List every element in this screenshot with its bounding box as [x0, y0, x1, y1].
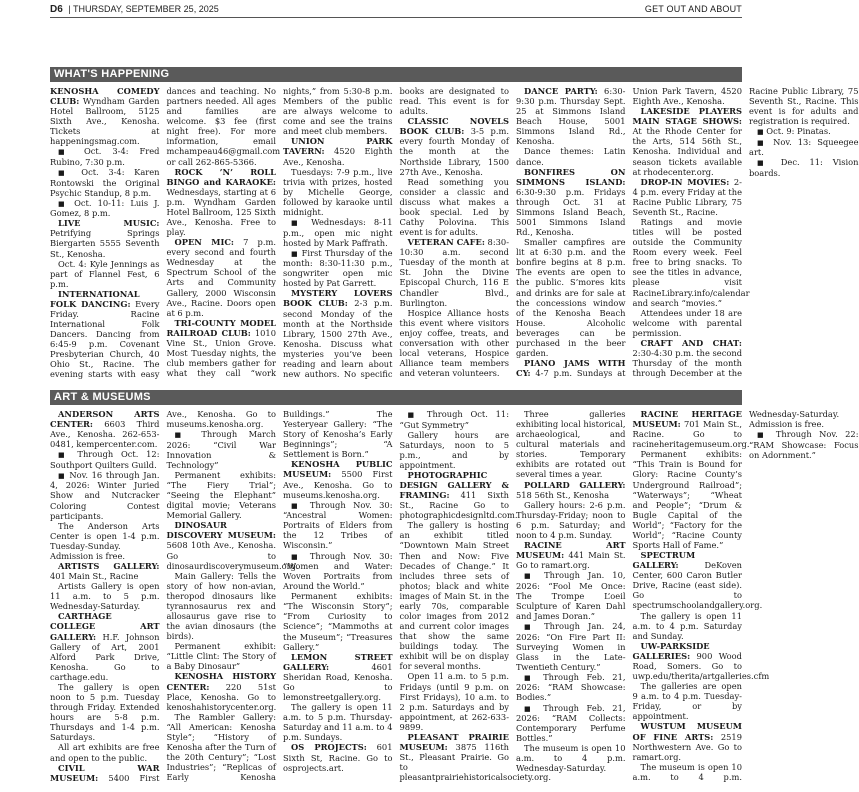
listing-paragraph — [516, 500, 626, 540]
listing-paragraph — [50, 218, 160, 258]
listing-text: Every Friday. Racine International Folk Dancers. Dancing from 6:45-9 p.m. Covenant Presbyterian Church, 40 Ohio St., Racine. The evening starts with easy dances and teaching. No partners needed. All ages and families are welcome. $3 fee (first night free). For more information, email mchampeau46@gmail.com or call 262-865-5366. — [50, 86, 281, 380]
listing-heading: OS PROJECTS: — [291, 742, 367, 753]
listing-heading: ANDERSON ARTS CENTER: — [50, 409, 160, 430]
listing-heading: PLEASANT PRAIRIE MUSEUM: — [399, 731, 509, 752]
bullet-icon: ■ — [524, 704, 536, 713]
listing-paragraph — [516, 167, 626, 238]
listing-text: The gallery is open 11 a.m. to 4 p.m. Saturday and Sunday. — [632, 610, 742, 641]
listing-text: Through Jan. 10, 2026: “Fool Me Once: The Trompe L’oeil Sculpture of Karen Dahl and James Doran.” — [516, 570, 626, 621]
listing-paragraph — [50, 682, 160, 742]
listing-text: Open 11 a.m. to 5 p.m. Fridays (until 9 p.m. on First Fridays), 10 a.m. to 2 p.m. Saturdays and by appointment, at 262-633-9899. — [399, 671, 509, 732]
listing-heading: KENOSHA PUBLIC MUSEUM: — [283, 459, 393, 480]
listing-text: Main Gallery: Tells the story of how non-avian, theropod dinosaurs like tyrannosaurus rex and allosaurus gave rise to the avian dinosaurs (the birds). — [166, 570, 276, 642]
listing-paragraph — [283, 702, 393, 742]
listing-paragraph — [400, 520, 510, 671]
listing-paragraph — [399, 731, 551, 783]
listing-paragraph — [167, 237, 277, 318]
listing-paragraph — [400, 177, 510, 237]
header-rule — [50, 17, 742, 18]
listing-text: 701 Main St., Racine. Go to racineheritagemuseum.org. — [632, 419, 750, 450]
bullet-icon: ■ — [524, 673, 536, 682]
listing-text: 8:30-10:30 a.m. second Tuesday of the month at St. John the Divine Episcopal Church, 116 E Chandler Blvd., Burlington. — [399, 237, 509, 308]
listing-text: The museum is open 10 a.m. to 4 p.m. Wednesday-Saturday. Admission is free. — [632, 409, 840, 782]
listing-heading: UNION PARK TAVERN: — [283, 136, 393, 157]
art-museums-heading: ART & MUSEUMS — [50, 390, 742, 405]
listing-heading: CIVIL WAR MUSEUM: — [50, 762, 160, 783]
listing-heading: DANCE PARTY: — [524, 86, 598, 96]
bullet-icon: ■ — [757, 159, 771, 168]
listing-paragraph — [399, 469, 518, 521]
listing-text: 6:30-9:30 p.m. Fridays through Oct. 31 at Simmons Island Beach, 5001 Simmons Island Rd., Kenosha. — [516, 186, 626, 238]
listing-text: At the Rhode Center for the Arts, 514 56th St., Kenosha. Individual and season tickets available at rhodecenter.org. — [632, 126, 742, 177]
listing-paragraph — [516, 409, 626, 480]
listing-text: Oct. 3-4: Karen Rontowski the Original Psychic Standup, 8 p.m. — [50, 167, 160, 198]
listing-paragraph — [50, 167, 160, 198]
listing-paragraph — [283, 136, 393, 166]
listing-text: Smaller campfires are lit at 6:30 p.m. and the bonfire begins at 8 p.m. The events are open to the public. S’mores kits and drinks are for sale at the concessions window of the Kenosha Beach House. Alcoholic beverages can be purchased in the beer garden. — [516, 237, 626, 359]
listing-text: Three galleries exhibiting local historical, archaeological, and cultural materials and stories. Temporary exhibits are rotated out several times a year. — [516, 409, 626, 480]
listing-text: Through Jan. 24, 2026: “On Fire Part II: Surveying Women in Glass in the Late-Twentieth Century.” — [516, 621, 626, 672]
listing-heading: SPECTRUM GALLERY: — [632, 550, 696, 571]
listing-paragraph — [50, 470, 160, 521]
listing-text: Read something you consider a classic and discuss what makes a book special. Led by Cathy Polovina. This event is for adults. — [399, 176, 509, 238]
listing-paragraph — [400, 671, 510, 731]
page-date: | THURSDAY, SEPTEMBER 25, 2025 — [68, 4, 219, 14]
listing-text: 5400 First Ave., Kenosha. Go to museums.kenosha.org. — [98, 409, 276, 783]
bullet-icon: ■ — [407, 411, 420, 419]
listing-text: The Rambler Gallery: “All American: Kenosha Style”; “History of Kenosha after the Turn of the 20th Century”; “Lost Industries”; “Replicas of Early Kenosha Buildings.” The Yesteryear Gallery: “The Story of Kenosha’s Early Beginnings”; “A Settlement is Born.” — [166, 409, 393, 783]
listing-text: 2:30-4:30 p.m. the second Thursday of the month through December at the Racine Public Library, 75 Seventh St., Racine. This event is for adults and registration is required. — [632, 86, 859, 379]
bullet-icon: ■ — [291, 552, 303, 561]
listing-paragraph — [633, 106, 743, 177]
listing-text: Permanent exhibits: “The Wisconsin Story”; “From Curiosity to Science”; “Mammoths at the Museum”; “Treasures Gallery.” — [283, 591, 393, 652]
listing-text: Nov. 13: Squeegee art. — [749, 136, 859, 158]
bullet-icon: ■ — [174, 431, 190, 440]
listing-text: H.F. Johnson Gallery of Art, 2001 Alford Park Drive, Kenosha. Go to carthage.edu. — [50, 631, 160, 682]
listing-text: 220 51st Place, Kenosha. Go to kenoshahistorycenter.org. — [166, 681, 277, 712]
page-folio — [50, 4, 219, 15]
listing-heading: DINOSAUR DISCOVERY MUSEUM: — [166, 520, 276, 541]
listing-text: 7 p.m. every second and fourth Wednesday at the Spectrum School of the Arts and Community Gallery, 2000 Wisconsin Ave., Racine. Doors open at 6 p.m. — [166, 237, 276, 318]
listing-heading: RACINE ART MUSEUM: — [516, 540, 626, 561]
bullet-icon: ■ — [58, 199, 69, 208]
listing-text: Through Feb. 21, 2026: “RAM Collects: Contemporary Perfume Bottles.” — [516, 702, 626, 744]
listing-text: The gallery is open 11 a.m. to 5 p.m. Thursday-Saturday and 11 a.m. to 4 p.m. Sundays. — [283, 702, 393, 743]
listing-text: Oct. 9: Pinatas. — [763, 126, 831, 137]
listing-paragraph — [632, 217, 750, 308]
listing-text: 4-7 p.m. Sundays at Union Park Tavern, 4520 Eighth Ave., Kenosha. — [530, 86, 742, 379]
listing-heading: ROCK ’N’ ROLL BINGO and KARAOKE: — [166, 166, 276, 187]
bullet-icon: ■ — [58, 148, 73, 157]
listing-paragraph — [400, 409, 510, 430]
listing-heading: INTERNATIONAL FOLK DANCING: — [50, 288, 140, 309]
listing-paragraph — [283, 167, 393, 217]
listing-text: 441 Main St. Go to ramart.org. — [516, 550, 626, 571]
listing-text: Wyndham Garden Hotel Ballroom, 5125 Sixth Ave., Kenosha. Tickets at happeningsmag.com. — [50, 96, 160, 147]
listing-paragraph — [516, 621, 626, 672]
listing-heading: TRI-COUNTY MODEL RAILROAD CLUB: — [166, 317, 276, 338]
listing-paragraph — [516, 743, 626, 773]
listing-paragraph — [283, 500, 393, 551]
page-number: D6 — [50, 4, 63, 15]
listing-heading: PIANO JAMS WITH CY: — [516, 358, 626, 379]
bullet-icon: ■ — [291, 501, 303, 510]
listing-heading: CARTHAGE COLLEGE ART GALLERY: — [50, 611, 160, 642]
listing-paragraph — [50, 742, 160, 762]
listing-heading: VETERAN CAFE: — [407, 237, 485, 248]
listing-text: 401 Main St., Racine — [50, 571, 139, 582]
listing-text: 2-4 p.m. every Friday at the Racine Public Library, 75 Seventh St., Racine. — [632, 176, 742, 217]
listing-paragraph — [50, 146, 160, 167]
listing-paragraph — [633, 681, 743, 721]
listing-text: Oct. 4: Kyle Jennings as part of Flannel Fest, 6 p.m. — [50, 258, 160, 289]
listing-paragraph — [283, 742, 393, 772]
listing-paragraph — [516, 86, 626, 146]
whats-happening-columns — [50, 86, 859, 383]
listing-text: Gallery hours: 2-6 p.m. Thursday-Friday; noon to 6 p.m. Saturday; and noon to 4 p.m. Sunday. — [516, 499, 626, 540]
listing-paragraph — [50, 611, 160, 682]
listing-text: The museum is open 10 a.m. to 4 p.m. Wednesday-Saturday. — [516, 743, 626, 774]
listing-heading: OPEN MIC: — [174, 237, 234, 248]
listing-text: The galleries are open 9 a.m. to 4 p.m. Tuesday-Friday, or by appointment. — [632, 681, 742, 722]
listing-paragraph — [633, 449, 743, 550]
page-header — [0, 0, 792, 22]
listing-paragraph — [633, 611, 743, 641]
listing-heading: KENOSHA COMEDY CLUB: — [50, 86, 160, 107]
listing-paragraph — [749, 157, 859, 178]
listing-heading: CRAFT AND CHAT: — [640, 337, 742, 348]
listing-text: 5500 First Ave., Kenosha. Go to museums.kenosha.org. — [283, 469, 393, 500]
listing-heading: MYSTERY LOVERS BOOK CLUB: — [283, 288, 393, 309]
listing-paragraph — [632, 550, 763, 611]
listing-paragraph — [749, 126, 859, 137]
listing-paragraph — [516, 672, 626, 703]
listing-text: Through Oct. 11: “Gut Symmetry” — [399, 409, 509, 430]
listing-paragraph — [283, 652, 393, 702]
listing-text: Ratings and movie titles will be posted outside the Community Room every week. Feel free to bring snacks. To see the titles in advance, please visit RacineLibrary.info/calendar and search “movies.” — [632, 217, 750, 308]
listing-text: 5608 10th Ave., Kenosha. Go to dinosaurdiscoverymuseum.org. — [166, 540, 299, 571]
listing-text: 518 56th St., Kenosha — [516, 489, 610, 500]
listing-paragraph — [50, 86, 160, 146]
bullet-icon: ■ — [291, 219, 304, 228]
listing-text: 6:30-9:30 p.m. Thursday Sept. 25 at Simmons Island Beach House, 5001 Simmons Island Rd., Kenosha. — [516, 86, 626, 147]
listing-heading: POLLARD GALLERY: — [524, 479, 626, 490]
listing-paragraph — [50, 521, 160, 561]
listing-paragraph — [50, 259, 160, 289]
listing-text: Wednesdays, starting at 6 p.m. Wyndham Garden Hotel Ballroom, 125 Sixth Ave., Kenosha. Free to play. — [166, 186, 276, 238]
listing-heading: WUSTUM MUSEUM OF FINE ARTS: — [632, 721, 742, 742]
listing-paragraph — [167, 571, 277, 642]
listing-paragraph — [167, 429, 277, 470]
listing-text: 2519 Northwestern Ave. Go to ramart.org. — [632, 731, 742, 762]
listing-text: Oct. 10-11: Luis J. Gomez, 8 p.m. — [50, 197, 160, 219]
listing-paragraph — [632, 640, 770, 682]
listing-paragraph — [749, 429, 859, 460]
listing-text: 900 Wood Road, Somers. Go to uwp.edu/therita/artgalleries.cfm — [632, 650, 770, 682]
listing-text: The gallery is hosting an exhibit titled “Downtown Main Street Then and Now: Five Decades of Change.” It includes three sets of photos; black and white images of Main St. in the early 70s, comparable color images from 2012 and current color images that show the same buildings today. The exhibit will be on display for several months. — [399, 520, 509, 672]
listing-text: 3-5 p.m. every fourth Monday of the month at the Northside Library, 1500 27th Ave., Kenosha. — [399, 126, 509, 177]
listing-text: 6603 Third Ave., Kenosha. 262-653-0481, kempercenter.com. — [50, 419, 160, 450]
listing-text: 3875 116th St., Pleasant Prairie. Go to pleasantprairiehistoricalsociety.org. — [399, 742, 551, 783]
listing-paragraph — [516, 703, 626, 744]
bullet-icon: ■ — [58, 471, 66, 480]
listing-text: 4601 Sheridan Road, Kenosha. Go to lemonstreetgallery.org. — [283, 661, 393, 703]
listing-text: First Thursday of the month: 8:30-11:30 p.m., songwriter open mic hosted by Pat Garrett. — [283, 247, 393, 289]
listing-text: 2-3 p.m. second Monday of the month at the Northside Library, 1500 27th Ave., Kenosha. Discuss what mysteries you’ve been reading and learn about new authors. No specific books are designated to read. This event is for adults. — [283, 86, 509, 380]
listing-text: Hospice Alliance hosts this event where visitors enjoy coffee, treats, and conversation with other local veterans, Hospice Alliance team members and veteran volunteers. — [399, 307, 509, 379]
listing-paragraph — [167, 167, 277, 238]
listing-paragraph — [633, 308, 743, 338]
listing-text: Oct. 3-4: Fred Rubino, 7:30 p.m. — [50, 146, 160, 167]
listing-paragraph — [632, 409, 750, 450]
listing-heading: LEMON STREET GALLERY: — [283, 651, 393, 672]
bullet-icon: ■ — [524, 623, 537, 632]
listing-paragraph — [167, 671, 277, 711]
listing-paragraph — [400, 116, 510, 176]
bullet-icon: ■ — [757, 431, 769, 440]
listing-text: Nov. 16 through Jan. 4, 2026: Winter Juried Show and Nutcracker Coloring Contest participants. — [50, 469, 160, 521]
listing-paragraph — [283, 217, 393, 248]
listing-heading: RACINE HERITAGE MUSEUM: — [632, 409, 742, 430]
listing-text: 4520 Eighth Ave., Kenosha. — [283, 146, 393, 167]
listing-text: Tuesdays: 7-9 p.m., live trivia with prizes, hosted by Michelle George, followed by karaoke until midnight. — [283, 166, 393, 217]
listing-paragraph — [50, 581, 160, 611]
listing-text: 601 Sixth St, Racine. Go to osprojects.art. — [283, 742, 393, 773]
listing-paragraph — [283, 591, 393, 651]
art-museums-columns — [50, 409, 859, 787]
bullet-icon: ■ — [58, 451, 70, 460]
listing-paragraph — [167, 641, 277, 671]
listing-paragraph — [516, 540, 626, 570]
listing-text: The gallery is open noon to 5 p.m. Tuesday through Friday. Extended hours are 5-8 p.m. Thursdays and 1-4 p.m. Saturdays. — [50, 681, 160, 743]
listing-heading: PHOTOGRAPHIC DESIGN GALLERY & FRAMING: — [399, 469, 509, 501]
listing-text: Dance themes: Latin dance. — [516, 146, 626, 167]
listing-paragraph — [50, 409, 160, 449]
listing-paragraph — [166, 520, 299, 571]
listing-heading: CLASSIC NOVELS BOOK CLUB: — [399, 116, 509, 137]
listing-heading: LIVE MUSIC: — [58, 218, 160, 229]
listing-heading: ARTISTS GALLERY: — [58, 561, 160, 572]
listing-text: Permanent exhibit: “Little Clint: The Story of a Baby Dinosaur” — [166, 641, 276, 672]
listing-paragraph — [400, 308, 510, 379]
listing-text: Through Oct. 12: Southport Quilters Guild. — [50, 449, 160, 470]
listing-heading: DROP-IN MOVIES: — [640, 176, 730, 187]
listing-text: Through Nov. 30: “Women and Water: Woven Portraits from Around the World.” — [283, 550, 393, 592]
bullet-icon: ■ — [291, 249, 299, 258]
listing-text: Gallery hours are Saturdays, noon to 5 p.m., and by appointment. — [399, 429, 509, 470]
listing-text: Through Nov. 22: “RAM Showcase: Focus on Adornment.” — [749, 429, 859, 460]
listing-text: 1010 Vine St., Union Grove. Most Tuesday nights, the club members gather for what they call “work nights,” from 5:30-8 p.m. Members of the public are always welcome to come and see the trains and meet club members. — [166, 86, 393, 379]
listing-text: Wednesdays: 8-11 p.m., open mic night hosted by Mark Paffrath. — [283, 217, 393, 248]
bullet-icon: ■ — [58, 169, 72, 178]
bullet-icon: ■ — [524, 572, 537, 581]
bullet-icon: ■ — [757, 128, 764, 137]
listing-text: Through March 2026: “Civil War Innovation & Technology” — [166, 429, 276, 470]
bullet-icon: ■ — [757, 138, 768, 147]
listing-paragraph — [283, 551, 393, 592]
listing-heading: KENOSHA HISTORY CENTER: — [166, 671, 276, 692]
whats-happening-heading: WHAT'S HAPPENING — [50, 67, 742, 82]
listing-text: Artists Gallery is open 11 a.m. to 5 p.m. Wednesday-Saturday. — [50, 581, 160, 612]
listing-paragraph — [516, 480, 626, 500]
listing-text: All art exhibits are free and open to the public. — [50, 742, 160, 763]
listing-paragraph — [283, 459, 393, 499]
listing-paragraph — [516, 237, 626, 358]
listing-text: DeKoven Center, 600 Caron Butler Drive, Racine (east side). Go to spectrumschoolandgallery.org. — [632, 560, 763, 611]
listing-paragraph — [516, 570, 626, 621]
listing-paragraph — [400, 237, 510, 308]
listing-paragraph — [400, 430, 510, 470]
listing-text: Petrifying Springs Biergarten 5555 Seventh St., Kenosha. — [50, 228, 160, 259]
listing-paragraph — [516, 146, 626, 166]
listing-paragraph — [167, 470, 277, 520]
listing-text: The Anderson Arts Center is open 1-4 p.m. Tuesday-Sunday. Admission is free. — [50, 520, 160, 561]
listing-text: Through Feb. 21, 2026: “RAM Showcase: Bodies.” — [516, 671, 626, 703]
listing-heading: LAKESIDE PLAYERS MAIN STAGE SHOWS: — [632, 106, 742, 127]
listing-paragraph — [633, 177, 743, 217]
listing-text: Attendees under 18 are welcome with parental permission. — [632, 307, 742, 338]
listing-text: Through Nov. 30: “Ancestral Women: Portraits of Elders from the 12 Tribes of Wisconsin.” — [283, 499, 393, 551]
listing-paragraph — [50, 198, 160, 219]
listing-paragraph — [633, 721, 743, 761]
section-name: GET OUT AND ABOUT — [644, 4, 742, 14]
listing-text: 411 Sixth St., Racine Go to photographicdesignltd.com. — [399, 490, 518, 521]
listing-heading: BONFIRES ON SIMMONS ISLAND: — [516, 166, 626, 187]
listing-heading: UW-PARKSIDE GALLERIES: — [632, 640, 710, 661]
listing-paragraph — [749, 137, 859, 158]
listing-paragraph — [50, 561, 160, 581]
listing-paragraph — [283, 248, 393, 289]
listing-text: Dec. 11: Vision boards. — [749, 157, 859, 178]
listing-text: Permanent exhibits: “The Fiery Trial”; “Seeing the Elephant” digital movie; Veterans Memorial Gallery. — [166, 469, 276, 521]
listing-paragraph — [50, 449, 160, 470]
listing-text: Permanent exhibits: “This Train is Bound for Glory: Racine County’s Underground Railroad”; “Waterways”; “Wheat and People”; “Drum & Bugle Capital of the World”; “Factory for the World”; “Racine County Sports Hall of Fame.” — [632, 449, 742, 551]
